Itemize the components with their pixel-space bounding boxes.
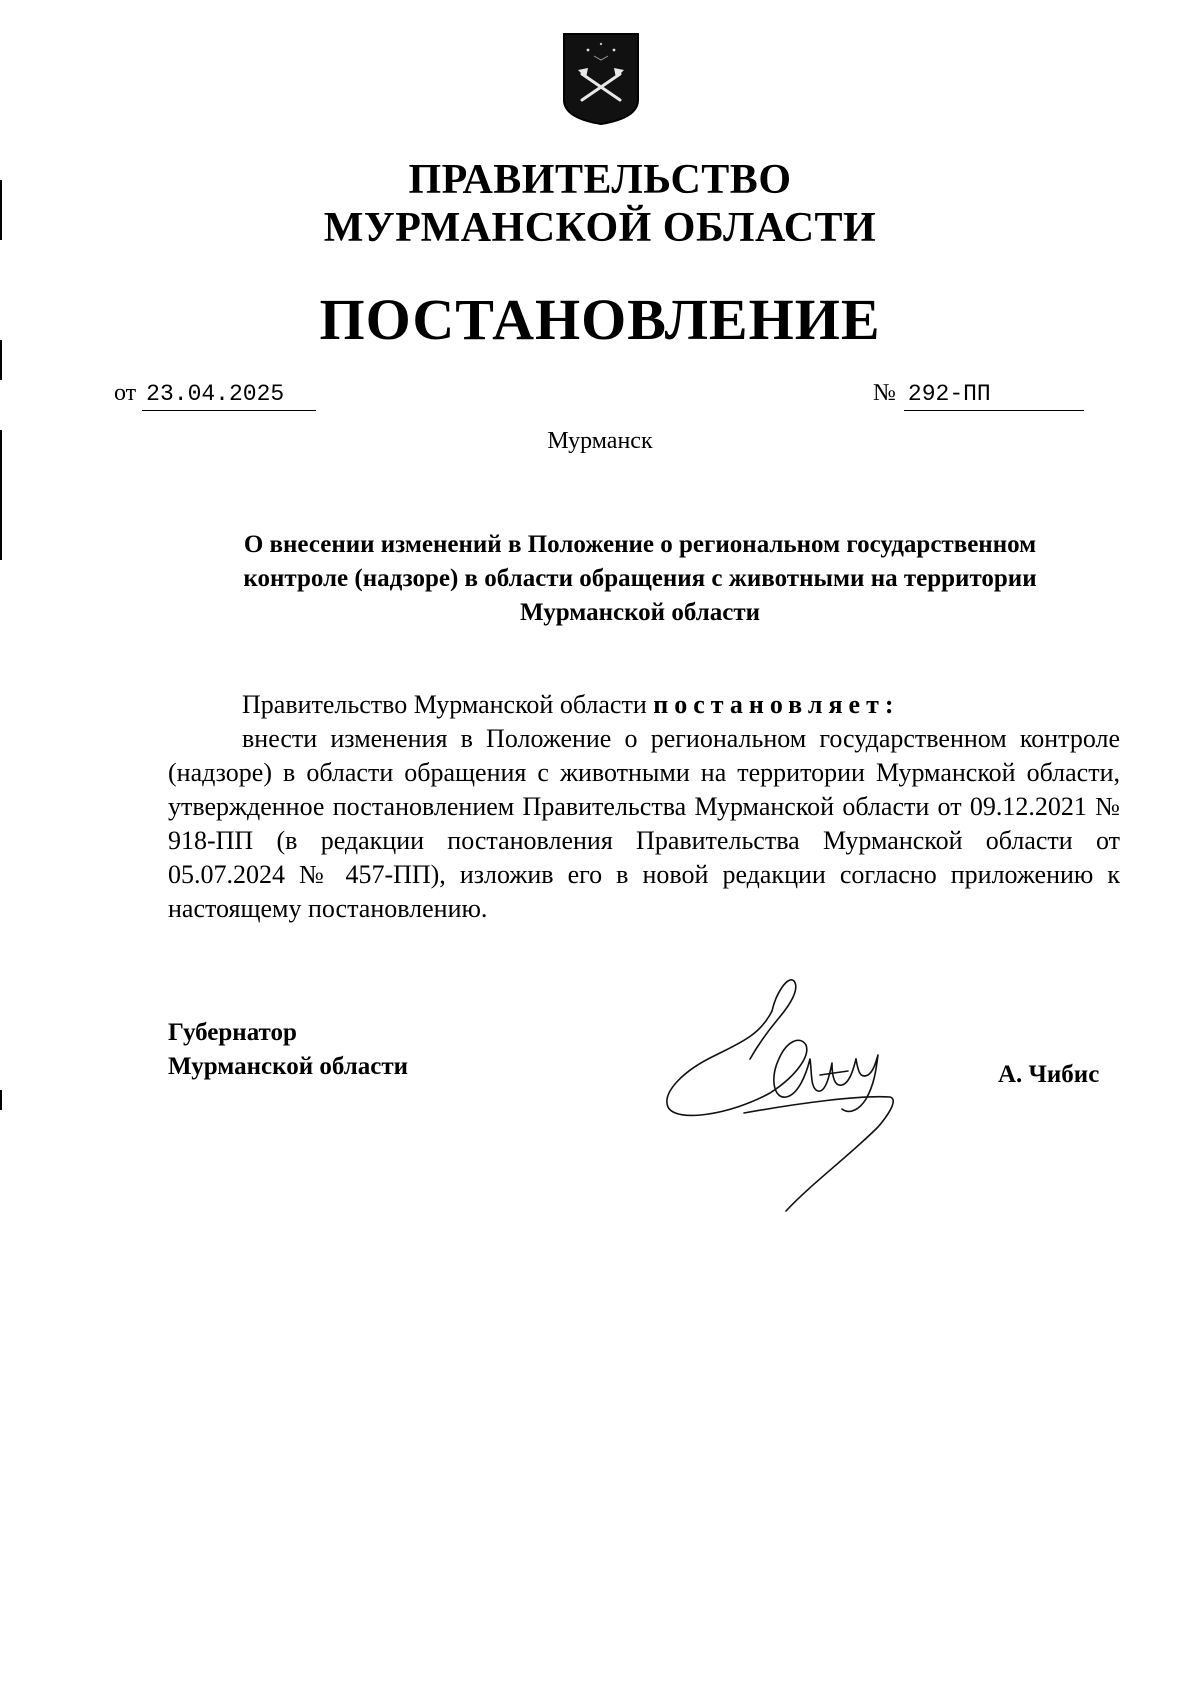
subject-line3: Мурманской области <box>519 599 761 626</box>
date-prefix: от <box>114 380 137 406</box>
scan-edge-mark <box>0 1090 2 1110</box>
handwritten-signature-icon <box>660 975 930 1215</box>
signatory-title-line1: Губернатор <box>168 1019 297 1046</box>
document-number: 292-ПП <box>904 379 1084 411</box>
scan-edge-mark <box>0 340 2 380</box>
document-subject <box>180 528 1100 630</box>
date-row <box>114 378 316 411</box>
coat-of-arms-icon <box>560 30 642 126</box>
signatory-title <box>168 1016 408 1084</box>
document-date: 23.04.2025 <box>142 379 316 411</box>
subject-line2: контроле (надзоре) в области обращения с животными на территории <box>243 565 1037 592</box>
signatory-name: А. Чибис <box>998 1061 1100 1088</box>
document-type-title: ПОСТАНОВЛЕНИЕ <box>319 287 881 352</box>
government-name-line2: МУРМАНСКОЙ ОБЛАСТИ <box>323 205 877 251</box>
city: Мурманск <box>547 428 653 454</box>
lead-text: Правительство Мурманской области <box>242 690 647 719</box>
government-name-line1: ПРАВИТЕЛЬСТВО <box>408 157 792 203</box>
lead-verb: постановляет: <box>653 690 900 719</box>
signatory-title-line2: Мурманской области <box>168 1053 409 1080</box>
number-row <box>873 378 1084 411</box>
number-prefix: № <box>873 380 896 406</box>
subject-line1: О внесении изменений в Положение о региональном государственном <box>243 531 1037 558</box>
scan-edge-mark <box>0 180 2 240</box>
document-body <box>168 688 1120 926</box>
scan-edge-mark <box>0 430 2 560</box>
body-lead <box>168 688 1120 722</box>
body-paragraph: внести изменения в Положение о региональном государственном контроле (надзоре) в области обращения с животными на территории Мурманской области, утвержденное постановлением Правительства Мурманской области от 09.12.2021 № 918-ПП (в редакции постановления Правительства Мурманской области от 05.07.2024 № 457-ПП), изложив его в новой редакции согласно приложению к настоящему постановлению. <box>168 724 1120 923</box>
